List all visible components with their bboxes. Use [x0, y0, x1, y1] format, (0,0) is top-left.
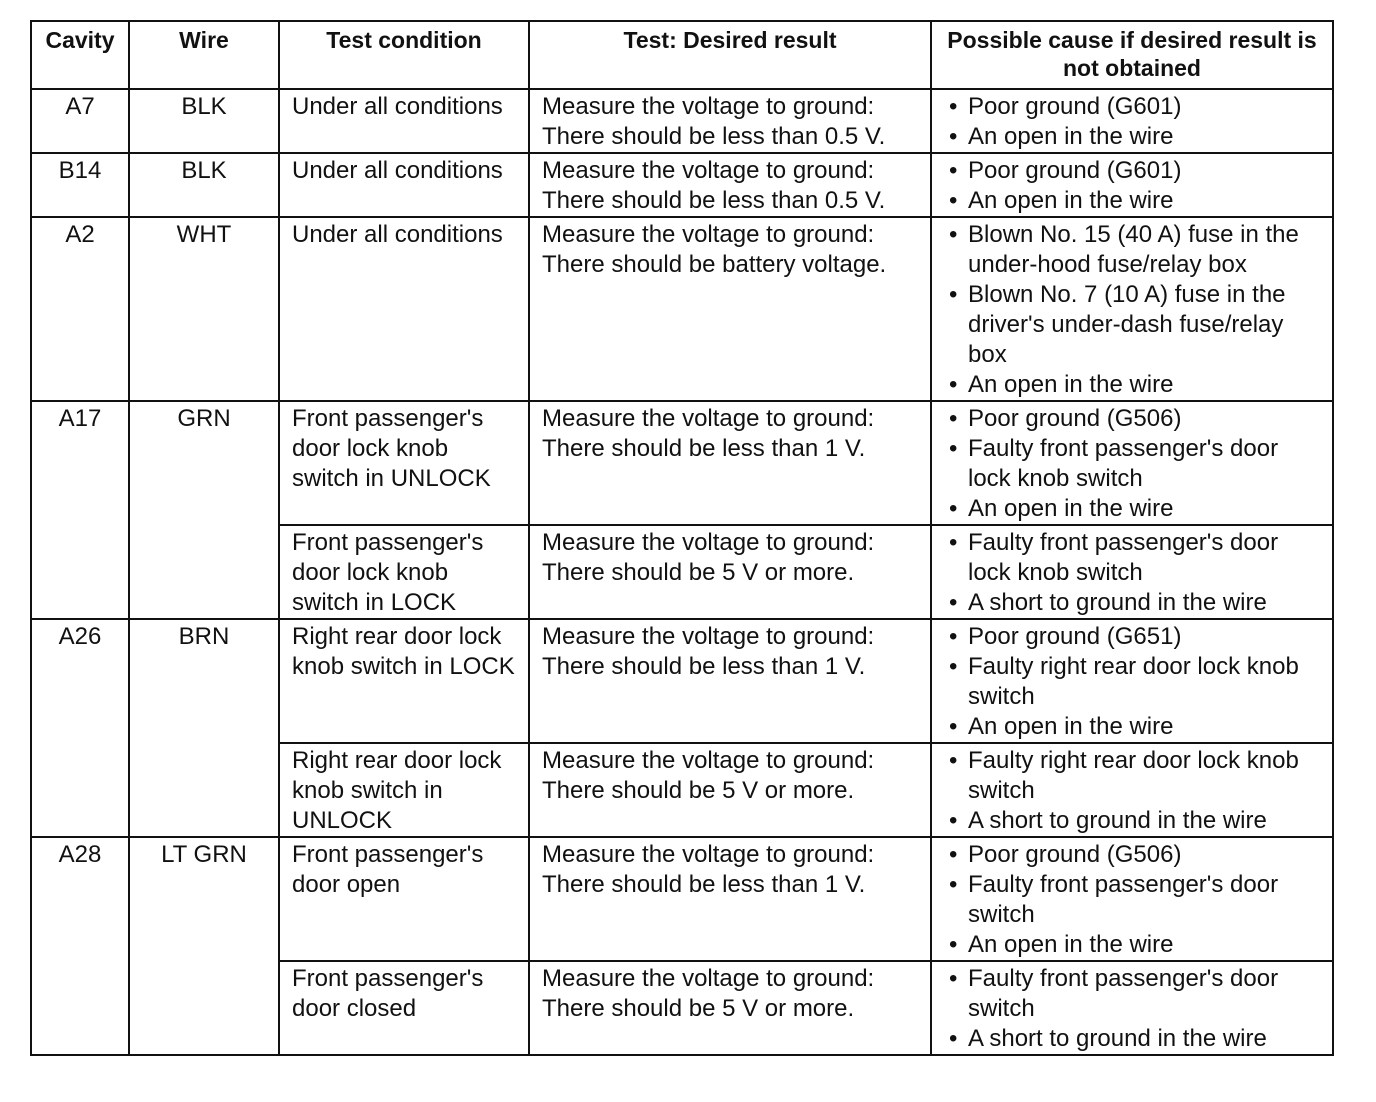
table-body	[31, 89, 1333, 1055]
header-cavity: Cavity	[31, 21, 129, 89]
cause-item: • Poor ground (G651)	[940, 622, 1324, 652]
cause-item: • A short to ground in the wire	[940, 588, 1324, 618]
cavity-cell: A2	[31, 217, 129, 401]
desired-result-cell: Measure the voltage to ground: There should be less than 0.5 V.	[529, 89, 931, 153]
desired-result-cell: Measure the voltage to ground: There should be 5 V or more.	[529, 525, 931, 619]
wire-cell: BRN	[129, 619, 279, 837]
test-condition-cell: Under all conditions	[279, 153, 529, 217]
cause-item: • Faulty right rear door lock knob switch	[940, 652, 1324, 712]
cause-item: • An open in the wire	[940, 186, 1324, 216]
troubleshooting-table	[30, 20, 1334, 1056]
possible-cause-cell	[931, 525, 1333, 619]
cause-item: • An open in the wire	[940, 930, 1324, 960]
test-condition-cell: Under all conditions	[279, 89, 529, 153]
cause-item: • An open in the wire	[940, 494, 1324, 524]
cause-list	[940, 404, 1324, 524]
cause-item: • An open in the wire	[940, 122, 1324, 152]
possible-cause-cell	[931, 153, 1333, 217]
cause-list	[940, 220, 1324, 400]
cause-item: • An open in the wire	[940, 370, 1324, 400]
wire-cell: WHT	[129, 217, 279, 401]
wire-cell: GRN	[129, 401, 279, 619]
desired-result-cell: Measure the voltage to ground: There should be 5 V or more.	[529, 743, 931, 837]
possible-cause-cell	[931, 401, 1333, 525]
cause-item: • An open in the wire	[940, 712, 1324, 742]
cause-item: • Poor ground (G601)	[940, 92, 1324, 122]
desired-result-cell: Measure the voltage to ground: There should be less than 1 V.	[529, 401, 931, 525]
wire-cell: LT GRN	[129, 837, 279, 1055]
possible-cause-cell	[931, 961, 1333, 1055]
cavity-cell: A28	[31, 837, 129, 1055]
cause-item: • A short to ground in the wire	[940, 1024, 1324, 1054]
cavity-cell: A7	[31, 89, 129, 153]
cause-item: • Faulty front passenger's door switch	[940, 964, 1324, 1024]
cause-item: • Faulty front passenger's door lock knob switch	[940, 434, 1324, 494]
cavity-cell: A26	[31, 619, 129, 837]
test-condition-cell: Under all conditions	[279, 217, 529, 401]
test-condition-cell: Front passenger's door open	[279, 837, 529, 961]
possible-cause-cell	[931, 619, 1333, 743]
table-row	[31, 619, 1333, 743]
desired-result-cell: Measure the voltage to ground: There should be 5 V or more.	[529, 961, 931, 1055]
possible-cause-cell	[931, 837, 1333, 961]
cause-item: • Blown No. 7 (10 A) fuse in the driver's under-dash fuse/relay box	[940, 280, 1324, 370]
cause-list	[940, 92, 1324, 152]
cause-item: • Faulty front passenger's door switch	[940, 870, 1324, 930]
possible-cause-cell	[931, 217, 1333, 401]
cause-item: • Poor ground (G601)	[940, 156, 1324, 186]
cavity-cell: A17	[31, 401, 129, 619]
cause-list	[940, 964, 1324, 1054]
table-row	[31, 153, 1333, 217]
desired-result-cell: Measure the voltage to ground: There should be battery voltage.	[529, 217, 931, 401]
cause-item: • Blown No. 15 (40 A) fuse in the under-hood fuse/relay box	[940, 220, 1324, 280]
header-test-condition: Test condition	[279, 21, 529, 89]
header-row	[31, 21, 1333, 89]
desired-result-cell: Measure the voltage to ground: There should be less than 0.5 V.	[529, 153, 931, 217]
desired-result-cell: Measure the voltage to ground: There should be less than 1 V.	[529, 837, 931, 961]
cause-item: • Poor ground (G506)	[940, 840, 1324, 870]
test-condition-cell: Right rear door lock knob switch in UNLOCK	[279, 743, 529, 837]
test-condition-cell: Front passenger's door closed	[279, 961, 529, 1055]
header-possible-cause: Possible cause if desired result is not obtained	[931, 21, 1333, 89]
table-row	[31, 837, 1333, 961]
desired-result-cell: Measure the voltage to ground: There should be less than 1 V.	[529, 619, 931, 743]
test-condition-cell: Front passenger's door lock knob switch in LOCK	[279, 525, 529, 619]
cause-list	[940, 746, 1324, 836]
header-desired-result: Test: Desired result	[529, 21, 931, 89]
cavity-cell: B14	[31, 153, 129, 217]
wire-cell: BLK	[129, 89, 279, 153]
cause-item: • Poor ground (G506)	[940, 404, 1324, 434]
cause-list	[940, 156, 1324, 216]
test-condition-cell: Right rear door lock knob switch in LOCK	[279, 619, 529, 743]
possible-cause-cell	[931, 743, 1333, 837]
cause-list	[940, 840, 1324, 960]
cause-list	[940, 622, 1324, 742]
cause-list	[940, 528, 1324, 618]
header-wire: Wire	[129, 21, 279, 89]
cause-item: • A short to ground in the wire	[940, 806, 1324, 836]
table-row	[31, 217, 1333, 401]
test-condition-cell: Front passenger's door lock knob switch in UNLOCK	[279, 401, 529, 525]
table-row	[31, 89, 1333, 153]
table-row	[31, 401, 1333, 525]
wire-cell: BLK	[129, 153, 279, 217]
cause-item: • Faulty front passenger's door lock knob switch	[940, 528, 1324, 588]
cause-item: • Faulty right rear door lock knob switch	[940, 746, 1324, 806]
possible-cause-cell	[931, 89, 1333, 153]
